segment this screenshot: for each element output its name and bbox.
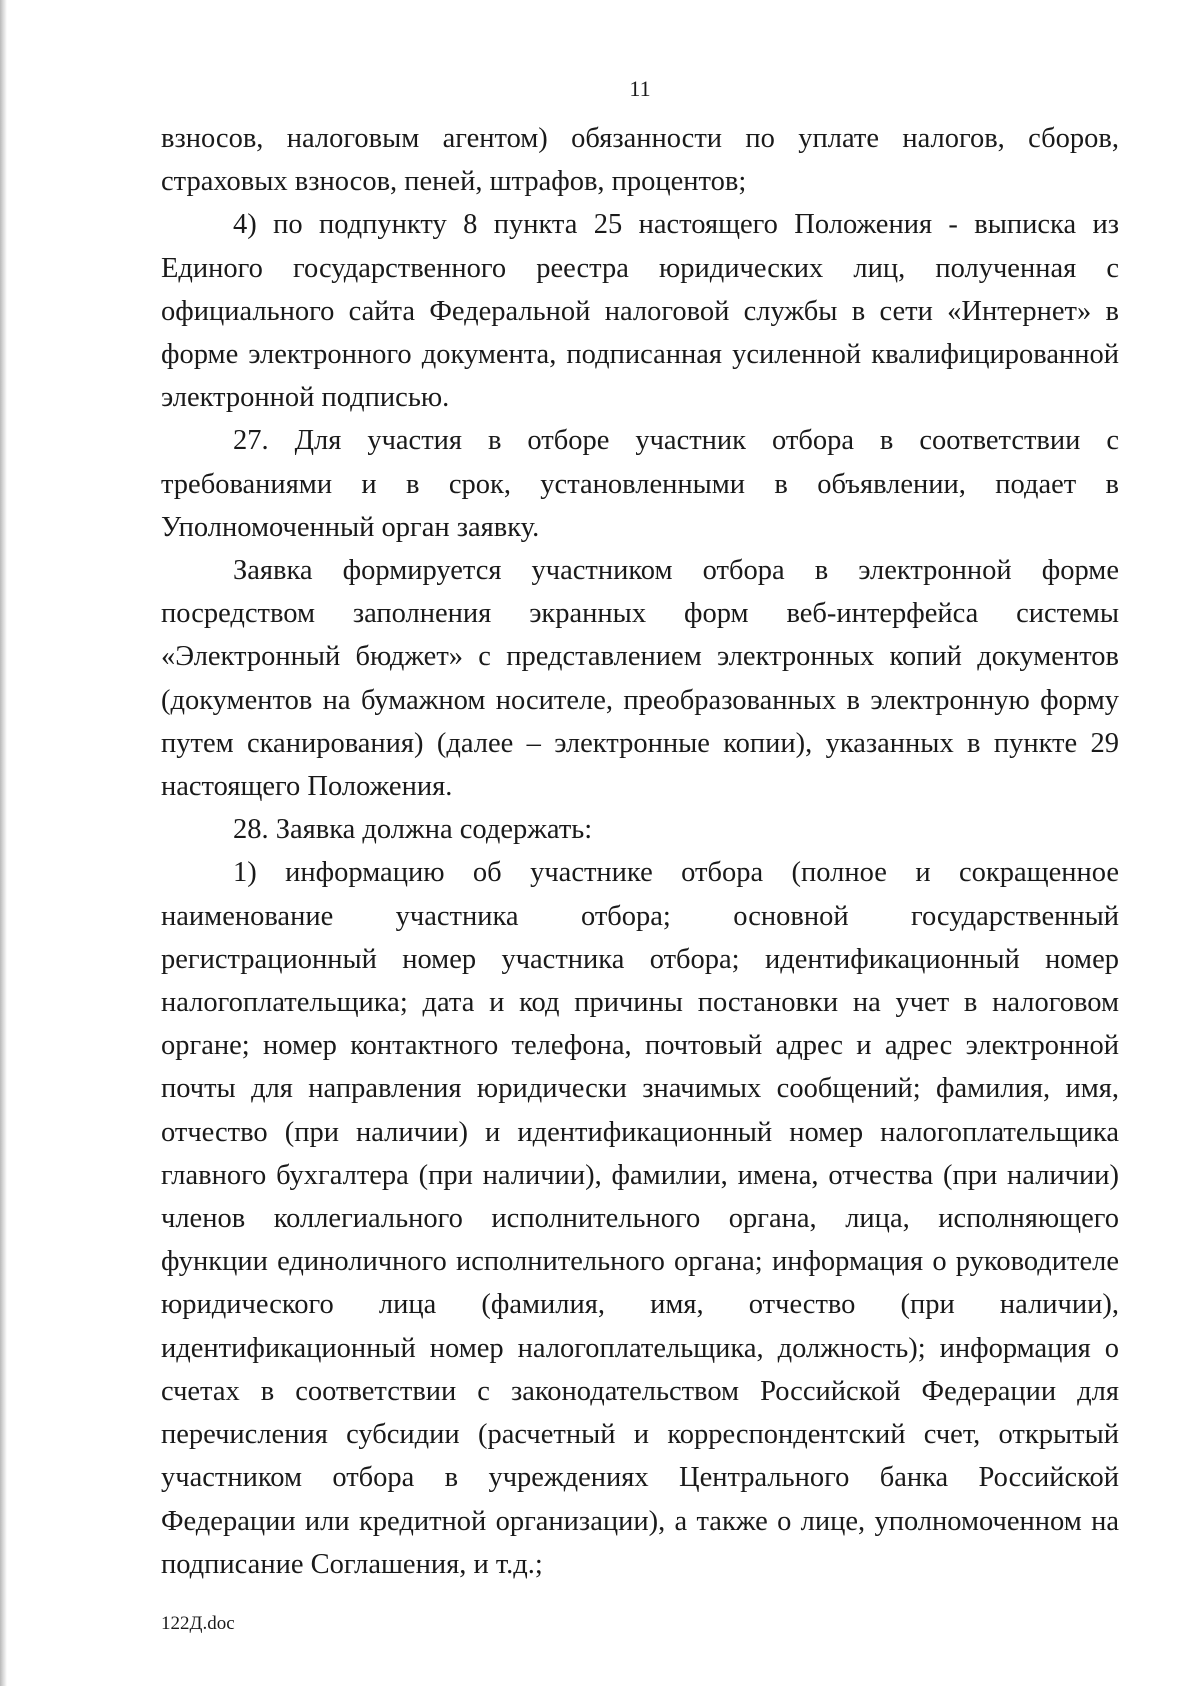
page-number: 11 — [629, 76, 651, 101]
scan-edge — [0, 0, 7, 1686]
paragraph-clause-28: 28. Заявка должна содержать: — [233, 814, 593, 846]
footer-filename: 122Д.doc — [161, 1613, 235, 1634]
paragraph-continuation: взносов, налоговым агентом) обязанности по уплате налогов, сборов, страховых взносов, пеней, штрафов, процентов; — [161, 123, 1119, 198]
paragraph-application-form: Заявка формируется участником отбора в электронной форме посредством заполнения экранных форм веб-интерфейса системы «Электронный бюджет» с представлением электронных копий документов (документов на бумажном носителе, преобразованных в электронную форму путем сканирования) (далее – электронные копии), указанных в пункте 29 настоящего Положения. — [161, 555, 1119, 803]
paragraph-clause-27: 27. Для участия в отборе участник отбора в соответствии с требованиями и в срок, установленными в объявлении, подает в Уполномоченный орган заявку. — [161, 425, 1119, 543]
paragraph-subitem-1: 1) информацию об участнике отбора (полное и сокращенное наименование участника отбора; основной государственный регистрационный номер участника отбора; идентификационный номер налогоплательщика; дата и код причины постановки на учет в налоговом органе; номер контактного телефона, почтовый адрес и адрес электронной почты для направления юридически значимых сообщений; фамилия, имя, отчество (при наличии) и идентификационный номер налогоплательщика главного бухгалтера (при наличии), фамилии, имена, отчества (при наличии) членов коллегиального исполнительного органа, лица, исполняющего функции единоличного исполнительного органа; информация о руководителе юридического лица (фамилия, имя, отчество (при наличии), идентификационный номер налогоплательщика, должность); информация о счетах в соответствии с законодательством Российской Федерации для перечисления субсидии (расчетный и корреспондентский счет, открытый участником отбора в учреждениях Центрального банка Российской Федерации или кредитной организации), а также о лице, уполномоченном на подписание Соглашения, и т.д.; — [161, 857, 1119, 1580]
paragraph-subitem-4: 4) по подпункту 8 пункта 25 настоящего Положения - выписка из Единого государственного реестра юридических лиц, полученная с официального сайта Федеральной налоговой службы в сети «Интернет» в форме электронного документа, подписанная усиленной квалифицированной электронной подписью. — [161, 209, 1119, 414]
document-body — [161, 117, 1119, 1586]
